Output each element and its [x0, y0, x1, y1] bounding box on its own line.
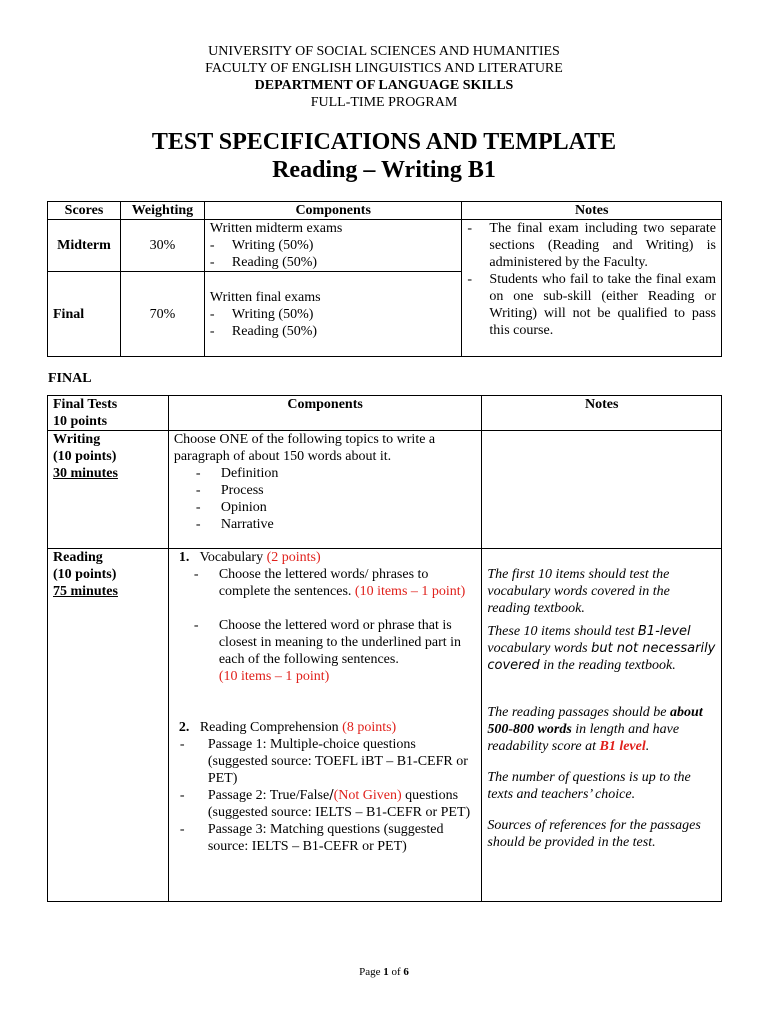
final-tests-table: [47, 395, 722, 902]
department-name: DEPARTMENT OF LANGUAGE SKILLS: [254, 78, 514, 93]
list-item: - Definition: [195, 466, 279, 481]
list-item: - Passage 3: Matching questions (suggested source: IELTS – B1-CEFR or PET): [179, 822, 444, 854]
list-item: - Writing (50%): [209, 306, 314, 322]
reading-notes: [482, 549, 722, 902]
header-final-tests: Final Tests 10 points: [48, 396, 169, 431]
writing-notes: [482, 431, 722, 549]
reading-comprehension-heading: 2. Reading Comprehension (8 points): [178, 720, 397, 735]
list-item: - Opinion: [195, 500, 267, 515]
midterm-components: [204, 220, 462, 272]
page-number: Page 1 of 6: [359, 966, 409, 978]
final-label: Final: [48, 272, 121, 357]
note-number-of-questions: The number of questions is up to the texts and teachers’ choice.: [487, 770, 691, 802]
midterm-components-title: Written midterm exams: [209, 221, 343, 236]
note-item: - The final exam including two separate sections (Reading and Writing) is administered by the Faculty.: [467, 221, 716, 270]
header-components: Components: [168, 396, 482, 431]
reading-label: Reading (10 points) 75 minutes: [48, 549, 169, 902]
list-item: - Reading (50%): [209, 323, 318, 339]
faculty-name: FACULTY OF ENGLISH LINGUISTICS AND LITERATURE: [205, 61, 563, 76]
university-name: UNIVERSITY OF SOCIAL SCIENCES AND HUMANITIES: [208, 44, 560, 59]
midterm-weighting: 30%: [120, 220, 204, 272]
list-item: - Reading (50%): [209, 255, 318, 270]
section-label-final: FINAL: [48, 371, 92, 386]
page-title: TEST SPECIFICATIONS AND TEMPLATE: [151, 129, 617, 155]
header-weighting: Weighting: [120, 202, 204, 220]
vocabulary-heading: 1. Vocabulary (2 points): [178, 550, 321, 565]
note-passage-length: The reading passages should be about 500-800 words in length and have readability score at B1 level.: [487, 705, 703, 754]
header-scores: Scores: [48, 202, 121, 220]
note-sources: Sources of references for the passages should be provided in the test.: [487, 818, 701, 850]
table-row: [48, 220, 722, 272]
writing-components: [168, 431, 482, 549]
scores-table-header: [48, 202, 722, 220]
midterm-label: Midterm: [48, 220, 121, 272]
note-b1-vocabulary: These 10 items should test B1-level vocabulary words but not necessarily covered in the reading textbook.: [487, 624, 716, 673]
final-components: [204, 272, 462, 357]
list-item: - Passage 2: True/False/(Not Given) questions (suggested source: IELTS – B1-CEFR or PET): [179, 788, 471, 820]
list-item: - Narrative: [195, 517, 274, 532]
final-weighting: 70%: [120, 272, 204, 357]
note-item: - Students who fail to take the final exam on one sub-skill (either Reading or Writing) will not be qualified to pass this course.: [467, 272, 716, 338]
header-notes: Notes: [462, 202, 722, 220]
table-row-reading: [48, 549, 722, 902]
scores-notes: [462, 220, 722, 357]
final-tests-header: [48, 396, 722, 431]
table-row-writing: [48, 431, 722, 549]
reading-components: [168, 549, 482, 902]
header-notes: Notes: [482, 396, 722, 431]
page-subtitle: Reading – Writing B1: [272, 157, 496, 183]
list-item: - Choose the lettered word or phrase that is closest in meaning to the underlined part in each of the following sentences. (10 items – 1 point): [193, 618, 462, 684]
writing-instruction: Choose ONE of the following topics to write a paragraph of about 150 words about it.: [173, 432, 436, 464]
note-first-10-items: The first 10 items should test the vocabulary words covered in the reading textbook.: [487, 567, 670, 616]
scores-table: [47, 201, 722, 357]
list-item: - Writing (50%): [209, 238, 314, 253]
header-components: Components: [204, 202, 462, 220]
list-item: - Passage 1: Multiple-choice questions (suggested source: TOEFL iBT – B1-CEFR or PET): [179, 737, 468, 786]
list-item: - Process: [195, 483, 264, 498]
writing-label: Writing (10 points) 30 minutes: [48, 431, 169, 549]
program-name: FULL-TIME PROGRAM: [310, 95, 458, 110]
final-components-title: Written final exams: [209, 289, 321, 305]
list-item: - Choose the lettered words/ phrases to complete the sentences. (10 items – 1 point): [193, 567, 466, 599]
